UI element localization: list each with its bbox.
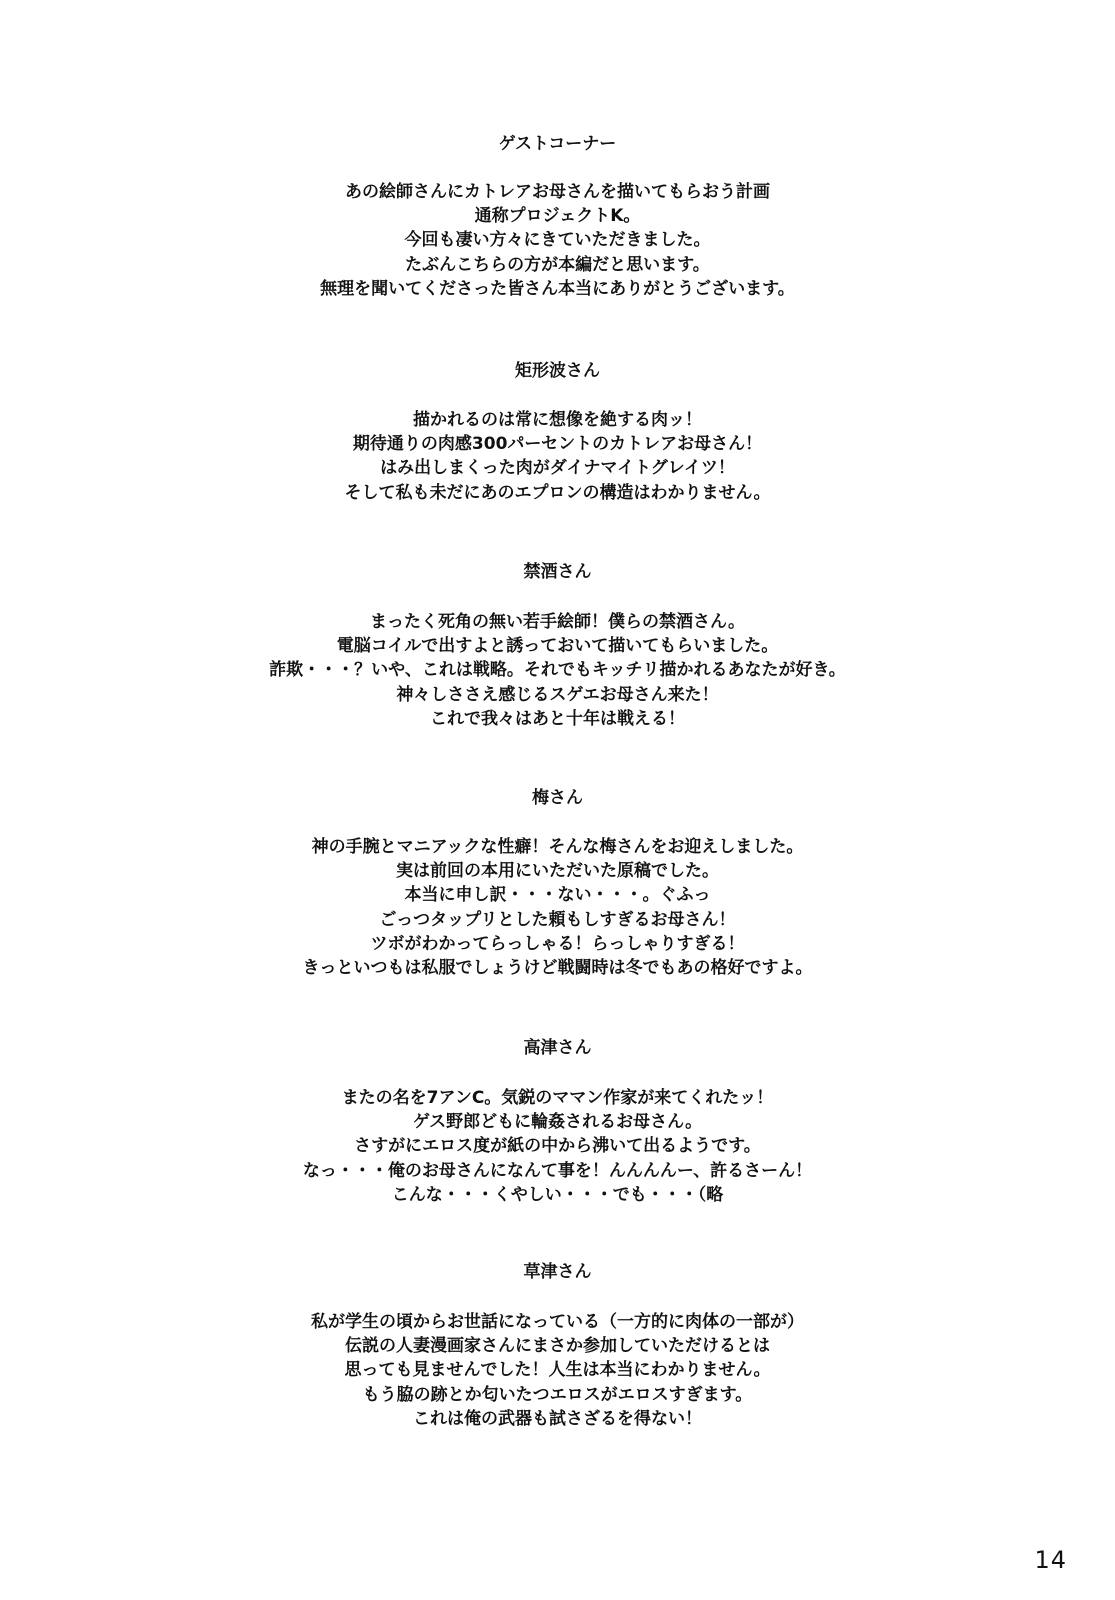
- section-body: [0, 835, 1115, 980]
- text-line: 期待通りの肉感300パーセントのカトレアお母さん！: [352, 434, 763, 455]
- text-line: 伝説の人妻漫画家さんにまさか参加していただけるとは: [345, 1336, 770, 1357]
- section-body: [0, 180, 1115, 301]
- section-body: [0, 408, 1115, 505]
- text-line: きっといつもは私服でしょうけど戦闘時は冬でもあの格好ですよ。: [302, 958, 813, 979]
- text-line: 神の手腕とマニアックな性癖！そんな梅さんをお迎えしました。: [311, 837, 804, 857]
- text-line: 通称プロジェクトK。: [474, 206, 641, 227]
- section-body: [0, 610, 1115, 731]
- section-heading: ゲストコーナー: [498, 134, 617, 154]
- text-line: 描かれるのは常に想像を絶する肉ッ！: [413, 410, 702, 430]
- text-line: あの絵師さんにカトレアお母さんを描いてもらおう計画: [345, 182, 770, 202]
- page-number: 14: [1034, 1546, 1067, 1574]
- text-line: もう脇の跡とか匂いたつエロスがエロスすぎます。: [362, 1384, 753, 1405]
- text-line: こんな・・・くやしい・・・でも・・・（略: [391, 1184, 724, 1205]
- text-line: これは俺の武器も試さざるを得ない！: [413, 1408, 702, 1429]
- section-takatsu: [0, 1038, 1115, 1207]
- section-heading: 梅さん: [532, 788, 583, 808]
- section-kukeiha: [0, 361, 1115, 505]
- text-line: ゲス野郎どもに輪姦されるお母さん。: [412, 1112, 703, 1133]
- text-line: 実は前回の本用にいただいた原稿でした。: [396, 861, 719, 882]
- text-line: ツボがわかってらっしゃる！らっしゃりすぎる！: [370, 933, 745, 954]
- text-line: 電脳コイルで出すよと誘っておいて描いてもらいました。: [336, 636, 779, 657]
- section-heading: 草津さん: [523, 1262, 592, 1282]
- text-line: これで我々はあと十年は戦える！: [430, 708, 685, 729]
- text-line: またの名を7アンC。気鋭のママン作家が来てくれたッ！: [341, 1088, 774, 1108]
- text-line: 思っても見ませんでした！人生は本当にわかりません。: [344, 1360, 771, 1381]
- section-ume: [0, 788, 1115, 980]
- section-body: [0, 1086, 1115, 1207]
- text-line: 私が学生の頃からお世話になっている（一方的に肉体の一部が）: [311, 1312, 804, 1332]
- text-line: なっ・・・俺のお母さんになんて事を！んんんんー、許るさーん！: [302, 1160, 813, 1181]
- text-line: 今回も凄い方々にきていただきました。: [404, 230, 711, 251]
- text-line: そして私も未だにあのエプロンの構造はわかりません。: [344, 482, 771, 503]
- section-kinshu: [0, 562, 1115, 731]
- section-body: [0, 1310, 1115, 1431]
- section-heading: 矩形波さん: [515, 361, 600, 381]
- section-heading: 高津さん: [523, 1038, 592, 1058]
- text-line: 本当に申し訳・・・ない・・・。ぐふっ: [404, 885, 711, 906]
- text-line: さすがにエロス度が紙の中から沸いて出るようです。: [354, 1136, 761, 1157]
- text-line: まったく死角の無い若手絵師！僕らの禁酒さん。: [369, 612, 746, 632]
- text-line: たぶんこちらの方が本編だと思います。: [405, 254, 710, 275]
- section-heading: 禁酒さん: [523, 562, 592, 582]
- text-line: ごっつタップリとした頼もしすぎるお母さん！: [379, 909, 736, 930]
- text-line: 無理を聞いてくださった皆さん本当にありがとうございます。: [320, 278, 795, 299]
- section-kusatsu: [0, 1262, 1115, 1431]
- text-line: 神々しささえ感じるスゲエお母さん来た！: [396, 684, 719, 705]
- text-line: 詐欺・・・？いや、これは戦略。それでもキッチリ描かれるあなたが好き。: [269, 660, 846, 681]
- section-guest-corner: [0, 134, 1115, 301]
- text-line: はみ出しまくった肉がダイナマイトグレイツ！: [380, 458, 735, 479]
